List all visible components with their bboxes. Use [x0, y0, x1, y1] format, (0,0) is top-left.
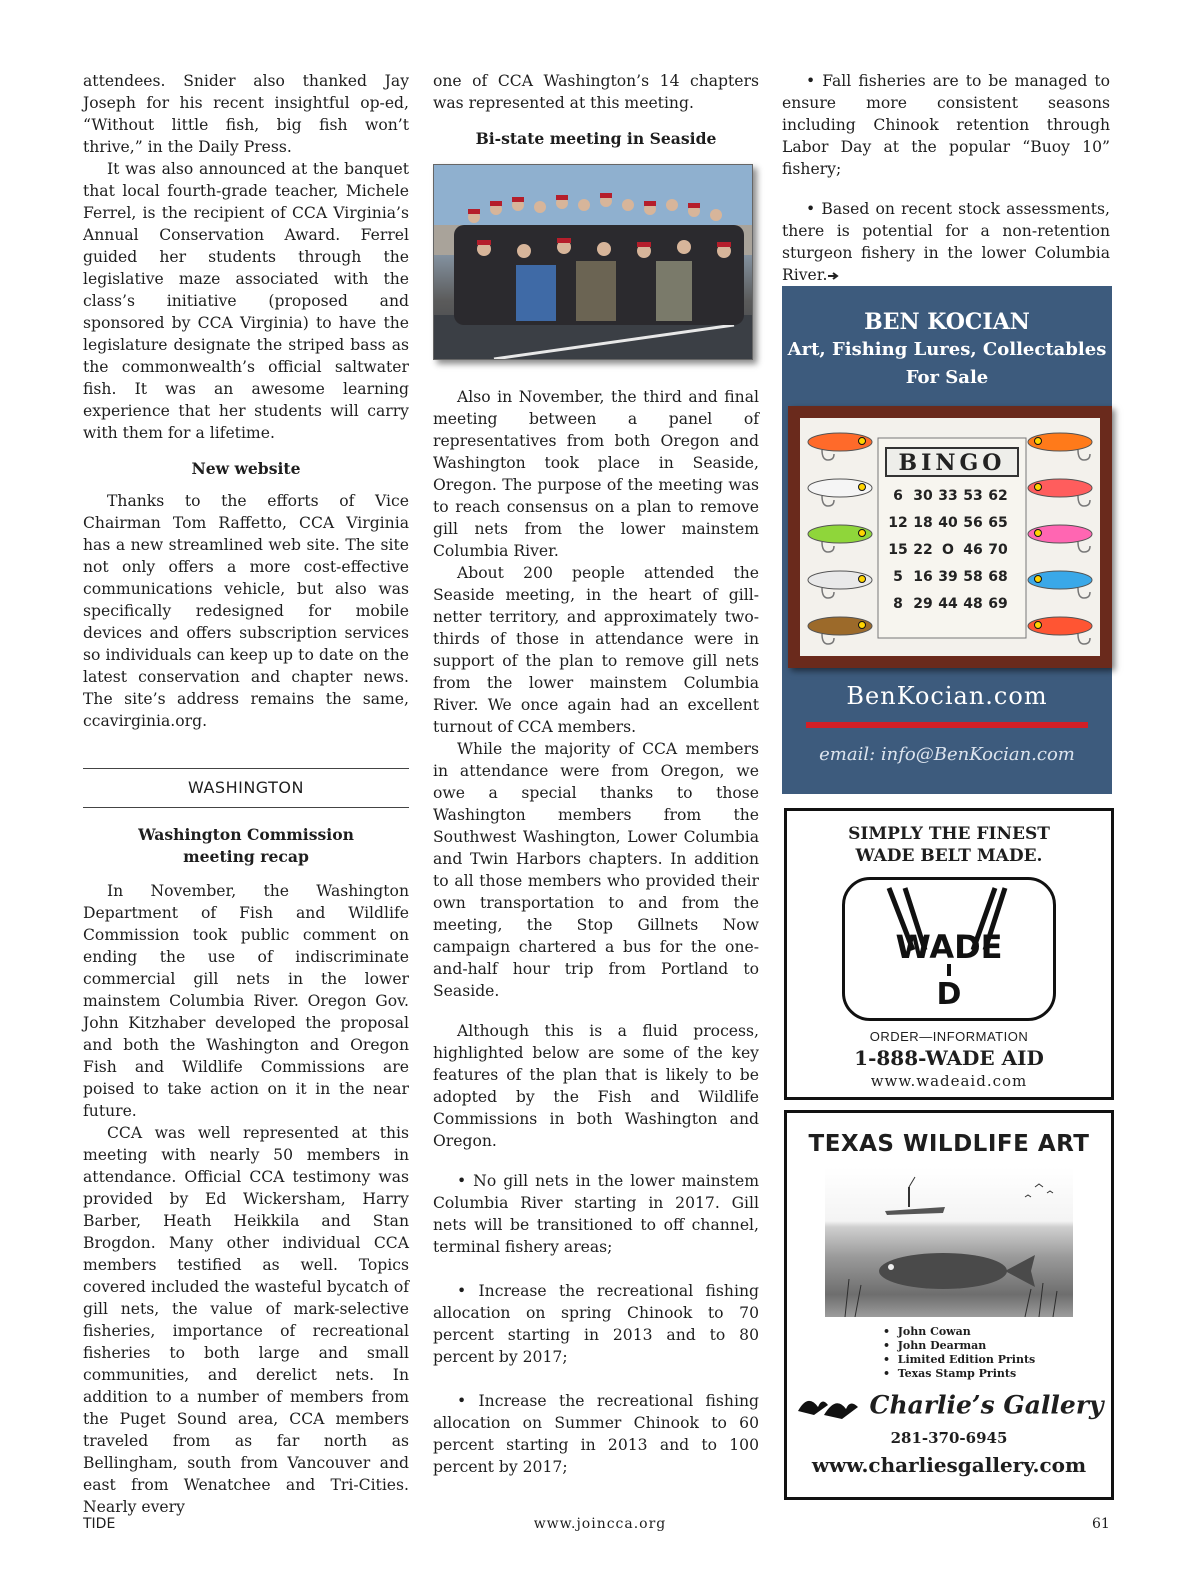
ad-texas-website[interactable]: www.charliesgallery.com [811, 1453, 1087, 1477]
ad-ben-kocian [782, 286, 1112, 794]
bingo-number: 22 [913, 542, 933, 558]
ad-texas-phone[interactable]: 281-370-6945 [890, 1429, 1008, 1447]
bingo-number: 18 [913, 515, 933, 531]
bullet-text: • Based on recent stock assessments, there is potential for a non-retention sturgeon fishery in the lower Columbia River. [782, 200, 1110, 284]
ad-wade-website[interactable]: www.wadeaid.com [870, 1072, 1028, 1090]
bingo-number: O [942, 542, 954, 558]
bi-state-heading: Bi-state meeting in Seaside [475, 129, 717, 148]
list-item-text: Texas Stamp Prints [897, 1367, 1017, 1380]
list-item: • Limited Edition Prints [883, 1353, 1036, 1366]
column-2 [433, 70, 759, 1478]
group-photo [433, 164, 753, 360]
bingo-number: 39 [938, 569, 958, 585]
paragraph: About 200 people attended the Seaside meeting, in the heart of gill-netter territory, and approximately two-thirds of those in attendance were in support of the plan to remove gill nets from the lower mainstem Columbia River. We once again had an excellent turnout of CCA members. [433, 564, 759, 736]
bingo-number: 33 [938, 488, 958, 504]
bingo-number: 12 [888, 515, 908, 531]
fishing-lure-icon [1028, 433, 1092, 460]
wade-aid-logo [842, 877, 1056, 1021]
bingo-number: 56 [963, 515, 983, 531]
ad-ben-website[interactable]: BenKocian.com [846, 682, 1048, 710]
paragraph: CCA was well represented at this meeting with nearly 50 members in attendance. Official CCA testimony was provided by Ed Wickersham, Harry Barber, Heath Heikkila and Stan Brogdon. Many other individual CCA members testified as well. Topics covered included the wasteful bycatch of gill nets, the value of mark-selective fisheries, importance of recreational fisheries to both large and small communities, and derelict nets. In addition to a number of members from the Puget Sound area, CCA members traveled from as far north as Bellingham, south from Vancouver and east from Wenatchee and Tri-Cities. Nearly every [83, 1124, 409, 1516]
fishing-lure-icon [1028, 571, 1092, 598]
footer-website[interactable]: www.joincca.org [533, 1516, 667, 1532]
fishing-lure-icon [808, 617, 872, 644]
list-item-text: Limited Edition Prints [897, 1353, 1036, 1366]
bingo-number: 44 [938, 596, 958, 612]
fishing-lure-icon [808, 571, 872, 598]
bingo-number: 8 [893, 596, 903, 612]
flying-ducks-icon [794, 1387, 864, 1423]
heading-line: meeting recap [183, 847, 309, 866]
washington-commission-heading [83, 824, 409, 868]
ad-wade-headline: SIMPLY THE FINEST [848, 824, 1050, 844]
bingo-number: 6 [893, 488, 903, 504]
ad-texas-wildlife-art [784, 1110, 1114, 1500]
redfish-artwork-illustration [825, 1167, 1073, 1317]
fishing-lure-icon [808, 525, 872, 552]
end-mark-icon [827, 271, 841, 281]
ad-ben-email[interactable]: email: info@BenKocian.com [819, 744, 1075, 765]
paragraph: While the majority of CCA members in attendance were from Oregon, we owe a special thanks to those Washington members from the Southwest Washington, Lower Columbia and Twin Harbors chapters. In addition to all those members who provided their own transportation to and from the meeting, the Stop Gillnets Now campaign chartered a bus for the one-and-half hour trip from Portland to Seaside. [433, 740, 759, 1000]
footer-publication: TIDE [83, 1516, 116, 1532]
list-item-text: John Dearman [897, 1339, 987, 1352]
fishing-lure-icon [808, 479, 872, 506]
bingo-number: 29 [913, 596, 933, 612]
bullet-item: • Increase the recreational fishing allocation on Summer Chinook to 60 percent starting in 2013 and to 100 percent by 2017; [433, 1392, 759, 1476]
list-item: • Texas Stamp Prints [883, 1367, 1017, 1380]
ad-texas-headline: TEXAS WILDLIFE ART [808, 1131, 1090, 1157]
ad-ben-tagline: Art, Fishing Lures, Collectables [787, 339, 1107, 360]
bingo-number: 5 [893, 569, 903, 585]
gallery-logo [787, 1387, 1111, 1423]
bingo-number: 70 [988, 542, 1008, 558]
paragraph: Although this is a fluid process, highlighted below are some of the key features of the plan that is likely to be adopted by the Fish and Wildlife Commissions in both Washington and Oregon. [433, 1022, 759, 1150]
section-rule [83, 807, 409, 808]
column-3 [782, 70, 1110, 286]
lure-display-mat [800, 418, 1100, 656]
ad-ben-red-bar [806, 722, 1088, 728]
ad-wade-aid [784, 808, 1114, 1100]
bingo-number: 40 [938, 515, 958, 531]
bullet-item [782, 198, 1110, 286]
ad-ben-tagline: For Sale [905, 367, 989, 388]
gallery-name: Charlie’s Gallery [869, 1390, 1104, 1420]
bingo-number: 46 [963, 542, 983, 558]
ad-wade-headline: WADE BELT MADE. [855, 846, 1043, 866]
bingo-number: 48 [963, 596, 983, 612]
bingo-number: 30 [913, 488, 933, 504]
bingo-number: 58 [963, 569, 983, 585]
bingo-number: 62 [988, 488, 1008, 504]
fishing-lure-icon [1028, 617, 1092, 644]
paragraph: attendees. Snider also thanked Jay Joseph for his recent insightful op-ed, “Without little fish, big fish won’t thrive,” in the Daily Press. [83, 72, 409, 156]
list-item-text: John Cowan [897, 1325, 971, 1338]
lure-display-frame [788, 406, 1112, 668]
bullet-item: • Fall fisheries are to be managed to ensure more consistent seasons including Chinook retention through Labor Day at the popular “Buoy 10” fishery; [782, 72, 1110, 178]
group-photo-illustration [434, 165, 752, 359]
paragraph: Also in November, the third and final meeting between a panel of representatives from both Oregon and Washington took place in Seaside, Oregon. The purpose of the meeting was to reach consensus on a plan to remove gill nets from the lower mainstem Columbia River. [433, 388, 759, 560]
heading-line: Washington Commission [138, 825, 354, 844]
column-1 [83, 70, 409, 1518]
bingo-number: 69 [988, 596, 1008, 612]
paragraph: Thanks to the efforts of Vice Chairman Tom Raffetto, CCA Virginia has a new streamlined web site. The site not only offers a more cost-effective communications vehicle, but also was specifically redesigned for mobile devices and offers subscription services so individuals can keep up to date on the latest conservation and chapter news. The site’s address remains the same, ccavirginia.org. [83, 492, 409, 730]
ad-ben-name: BEN KOCIAN [864, 309, 1030, 335]
ad-wade-phone[interactable]: 1-888-WADE AID [854, 1046, 1044, 1070]
paragraph: In November, the Washington Department of Fish and Wildlife Commission took public comment on ending the use of indiscriminate commercial gill nets in the lower mainstem Columbia River. Oregon Gov. John Kitzhaber developed the proposal and both the Washington and Oregon Fish and Wildlife Commissions are poised to take action on it in the near future. [83, 882, 409, 1120]
wade-aid-logo-mark [845, 880, 1053, 1018]
fishing-lure-icon [1028, 479, 1092, 506]
bingo-lure-display [800, 418, 1100, 656]
bingo-number: 65 [988, 515, 1008, 531]
fishing-lure-icon [1028, 525, 1092, 552]
page-number: 61 [1092, 1516, 1110, 1532]
fishing-lure-icon [808, 433, 872, 460]
ad-texas-list [787, 1325, 1111, 1381]
bingo-number: 16 [913, 569, 933, 585]
bullet-item: • Increase the recreational fishing allocation on spring Chinook to 70 percent starting in 2013 and to 80 percent by 2017; [433, 1282, 759, 1366]
list-item: • John Cowan [883, 1325, 971, 1338]
bullet-item: • No gill nets in the lower mainstem Columbia River starting in 2017. Gill nets will be transitioned to off channel, terminal fishery areas; [433, 1172, 759, 1256]
bingo-number: 15 [888, 542, 908, 558]
paragraph: one of CCA Washington’s 14 chapters was represented at this meeting. [433, 72, 759, 112]
list-item: • John Dearman [883, 1339, 987, 1352]
bingo-number: 53 [963, 488, 983, 504]
new-website-heading: New website [191, 459, 301, 478]
section-heading-washington: WASHINGTON [188, 778, 304, 797]
wade-logo-word: WADE [895, 928, 1003, 966]
bingo-title: BINGO [898, 450, 1006, 476]
paragraph: It was also announced at the banquet that local fourth-grade teacher, Michele Ferrel, is the recipient of CCA Virginia’s Annual Conservation Award. Ferrel guided her students through the legislative maze associated with the class’s initiative (proposed and sponsored by CCA Virginia) to have the legislature designate the striped bass as the commonwealth’s official saltwater fish. It was an awesome learning experience that her students will carry with them for a lifetime. [83, 160, 409, 442]
bingo-number: 68 [988, 569, 1008, 585]
wade-logo-letter: D [936, 977, 962, 1012]
ad-wade-order-label: ORDER—INFORMATION [869, 1029, 1029, 1044]
redfish-artwork [825, 1167, 1073, 1317]
